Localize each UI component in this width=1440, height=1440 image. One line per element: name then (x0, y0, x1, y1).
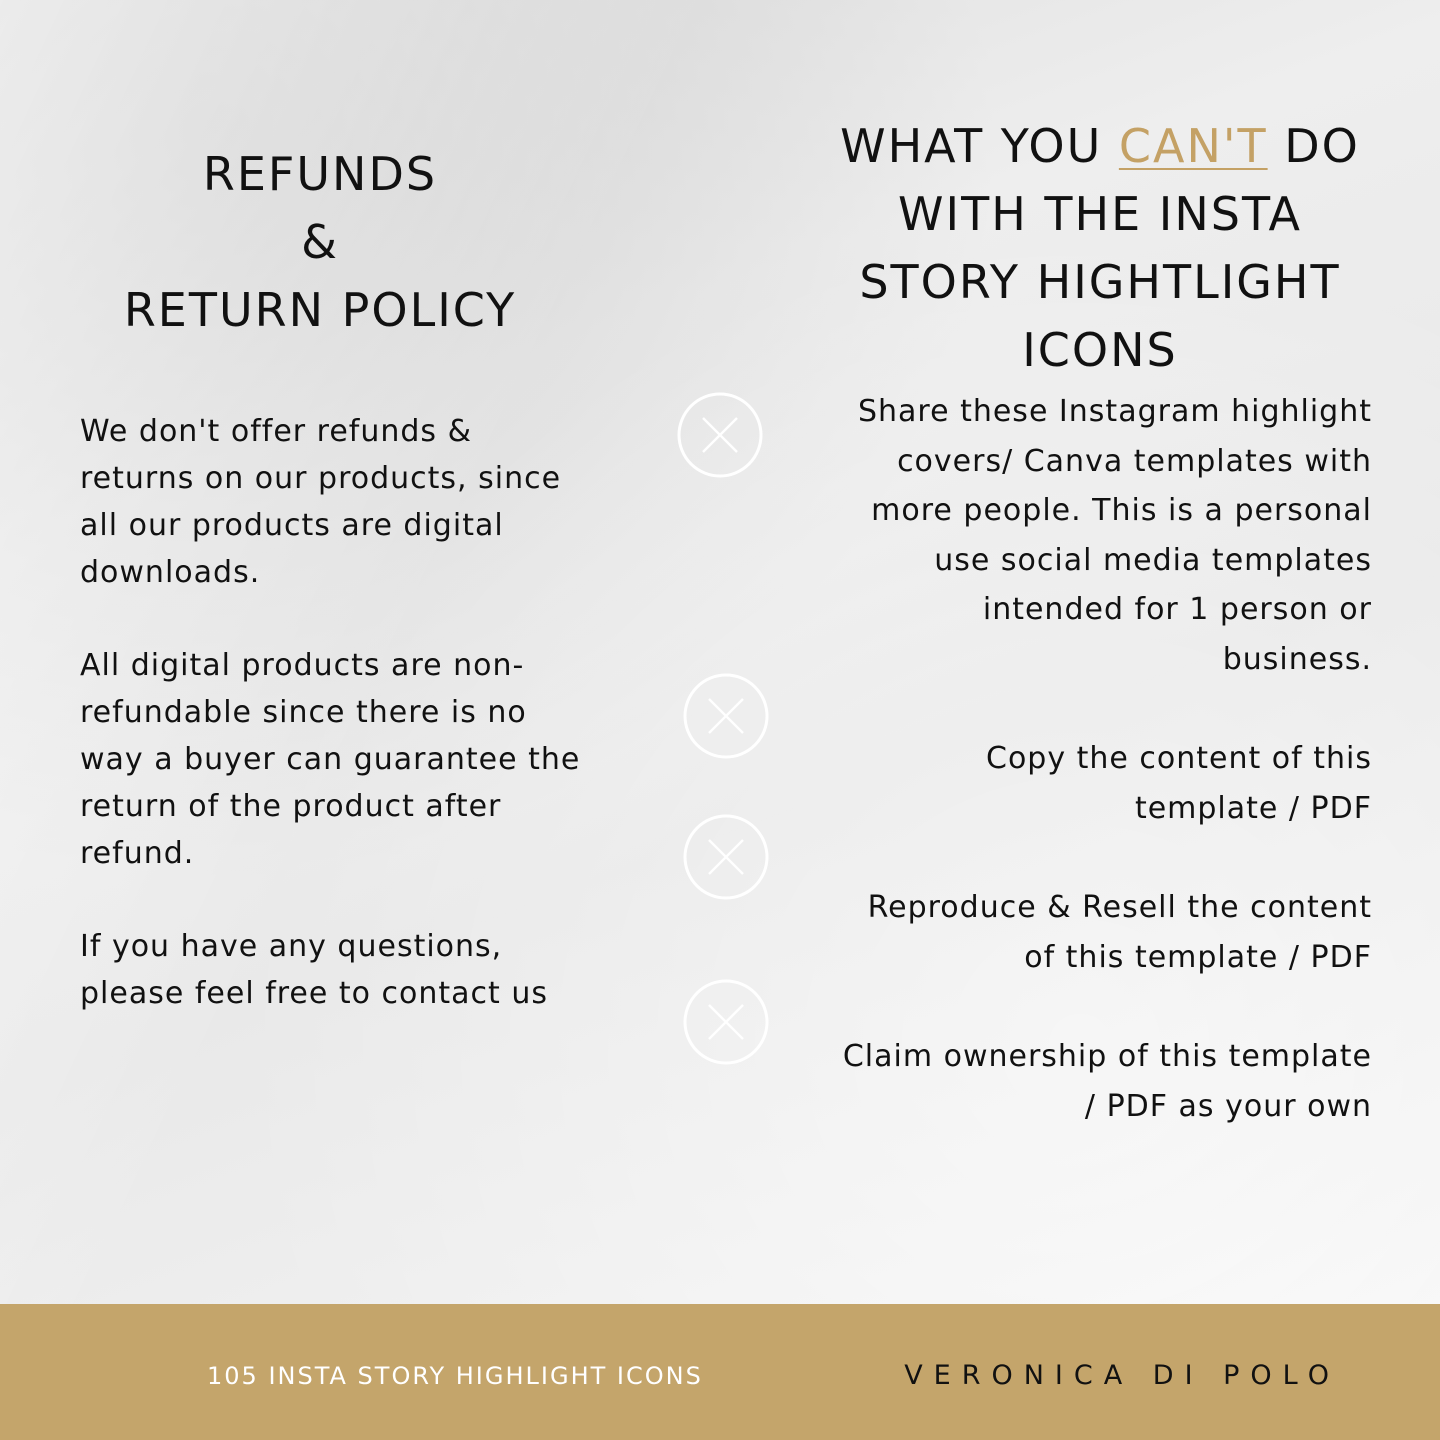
title-line: STORY HIGHTLIGHT (859, 255, 1341, 309)
footer-product-name: 105 INSTA STORY HIGHLIGHT ICONS (207, 1362, 703, 1390)
text-line: All digital products are non- (80, 648, 525, 683)
footer-brand: VERONICA DI POLO (904, 1360, 1340, 1391)
text-line: intended for 1 person or (982, 592, 1372, 627)
text-line: way a buyer can guarantee the (80, 742, 581, 777)
cant-item-claim (772, 1032, 1372, 1131)
title-line: WITH THE INSTA (898, 187, 1302, 241)
text-line: Copy the content of this (986, 741, 1372, 776)
x-circle-icon (683, 979, 769, 1065)
text-line: Share these Instagram highlight (857, 394, 1372, 429)
text-line: covers/ Canva templates with (897, 443, 1372, 479)
text-line: more people. This is a personal (871, 493, 1372, 528)
text-line: If you have any questions, (80, 929, 503, 964)
title-line: REFUNDS (202, 147, 438, 201)
text-line: all our products are digital (80, 508, 504, 543)
text-line: Reproduce & Resell the content (867, 890, 1372, 925)
x-circle-icon (677, 392, 763, 478)
text-line: template / PDF (1134, 790, 1372, 826)
text-line: / PDF as your own (1084, 1088, 1372, 1124)
title-line (780, 112, 1420, 180)
cant-do-title (780, 112, 1420, 384)
text-line: downloads. (80, 555, 261, 590)
refund-policy-title (60, 140, 580, 344)
title-line: & (301, 215, 339, 269)
text-line: We don't offer refunds & (80, 414, 472, 449)
text-line: returns on our products, since (80, 461, 562, 496)
refund-paragraph-2 (80, 642, 600, 877)
text-line: of this template / PDF (1024, 939, 1372, 975)
title-line: RETURN POLICY (123, 283, 517, 337)
refund-paragraph-1 (80, 408, 600, 596)
x-circle-icon (683, 673, 769, 759)
x-circle-icon (683, 814, 769, 900)
cant-item-share (772, 387, 1372, 684)
text-line: use social media templates (934, 542, 1372, 578)
title-text: DO (1284, 119, 1360, 173)
text-line: refundable since there is no (80, 695, 527, 730)
text-line: business. (1222, 641, 1372, 677)
text-line: refund. (80, 836, 195, 871)
cant-accent-word: CAN'T (1118, 119, 1268, 173)
text-line: Claim ownership of this template (842, 1039, 1372, 1074)
text-line: return of the product after (80, 789, 502, 824)
cant-item-resell (772, 883, 1372, 982)
title-line: ICONS (1022, 323, 1178, 377)
title-text: WHAT YOU (840, 119, 1103, 173)
cant-item-copy (772, 734, 1372, 833)
contact-paragraph (80, 923, 600, 1017)
text-line: please feel free to contact us (80, 976, 548, 1011)
